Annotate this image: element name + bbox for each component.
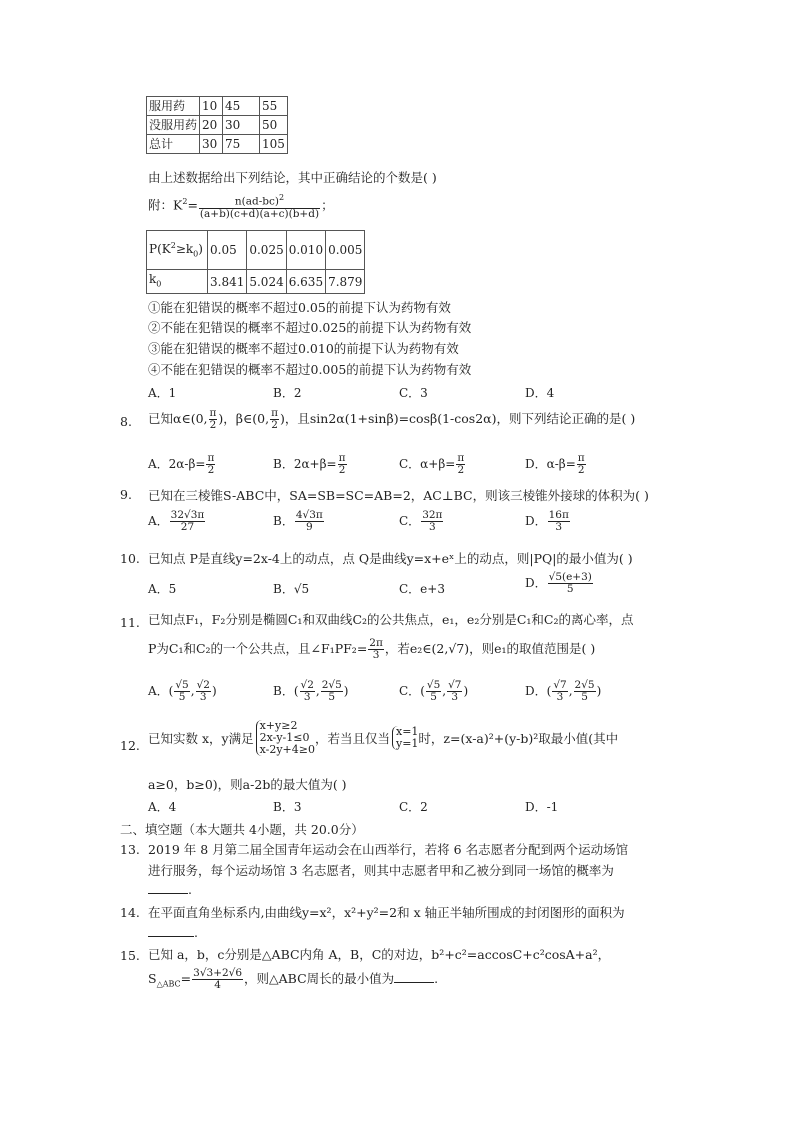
- q7-option-d[interactable]: D．4: [525, 386, 555, 400]
- q12-option-a[interactable]: A．4: [148, 800, 177, 814]
- q11-option-d[interactable]: D．( $\frac{√7}{3}$ , $\frac{2√5}{5}$ ): [525, 679, 602, 703]
- data-table: [146, 96, 288, 154]
- q12-option-b[interactable]: B．3: [273, 800, 302, 814]
- q11-option-b[interactable]: B．( $\frac{√2}{3}$ , $\frac{2√5}{5}$ ): [273, 679, 349, 703]
- table-cell: 服用药: [147, 97, 200, 116]
- q15-answer-blank[interactable]: [394, 970, 434, 983]
- q9-option-d[interactable]: D． $\frac{16\pi}{3}$: [525, 509, 569, 533]
- q9-number: 9.: [120, 487, 132, 502]
- q9-option-b[interactable]: B． $\frac{4√3\pi}{9}$: [273, 509, 323, 533]
- q7-stem: 由上述数据给出下列结论，其中正确结论的个数是( ): [148, 170, 437, 185]
- q15-line2: $S_{\triangle ABC}=$ $\frac{3√3+2√6}{4}$ ，则△ABC周长的最小值为 .: [148, 967, 439, 991]
- q7-conclusion-1: ①能在犯错误的概率不超过0.05的前提下认为药物有效: [148, 300, 451, 315]
- q7-option-c[interactable]: C．3: [399, 386, 428, 400]
- table-cell: 没服用药: [147, 116, 200, 135]
- q12-line2: a≥0，b≥0)，则a-2b的最大值为( ): [148, 777, 347, 792]
- table-cell: 50: [260, 116, 288, 135]
- q7-option-a[interactable]: A．1: [148, 386, 177, 400]
- q8-option-d[interactable]: D．α-β= $\frac{\pi}{2}$: [525, 452, 585, 476]
- q14-line1: 在平面直角坐标系内,由曲线y=x²，x²+y²=2和 x 轴正半轴所围成的封闭图形的面积为: [148, 905, 625, 920]
- table-cell: 10: [200, 97, 223, 116]
- q8-option-b[interactable]: B．2α+β= $\frac{\pi}{2}$: [273, 452, 346, 476]
- q9-option-a[interactable]: A． $\frac{32√3\pi}{27}$: [148, 509, 205, 533]
- q10-option-d[interactable]: D． $\frac{√5(e+3)}{5}$: [525, 571, 592, 595]
- q13-answer-blank[interactable]: .: [148, 881, 192, 897]
- q9-stem: 已知在三棱锥S-ABC中，SA=SB=SC=AB=2，AC⊥BC，则该三棱锥外接球的体积为( ): [148, 488, 649, 503]
- q13-line1: 2019 年 8 月第二届全国青年运动会在山西举行，若将 6 名志愿者分配到两个运动场馆: [148, 842, 629, 857]
- q14-number: 14.: [120, 905, 140, 920]
- table-cell: 30: [223, 116, 260, 135]
- table-row: [147, 135, 288, 154]
- table-cell: 45: [223, 97, 260, 116]
- q7-conclusion-2: ②不能在犯错误的概率不超过0.025的前提下认为药物有效: [148, 320, 472, 335]
- q10-stem: 已知点 P是直线y=2x-4上的动点，点 Q是曲线y=x+eˣ上的动点，则|PQ|的最小值为( ): [148, 551, 633, 566]
- q11-line2: P为C₁和C₂的一个公共点，且∠F₁PF₂= $\frac{2\pi}{3}$ ，若e₂∈(2,√7)，则e₁的取值范围是( ): [148, 637, 596, 661]
- q11-line1: 已知点F₁，F₂分别是椭圆C₁和双曲线C₂的公共焦点，e₁，e₂分别是C₁和C₂的离心率，点: [148, 612, 634, 627]
- q10-option-b[interactable]: B．√5: [273, 582, 310, 596]
- q10-option-a[interactable]: A．5: [148, 582, 177, 596]
- q9-option-c[interactable]: C． $\frac{32\pi}{3}$: [399, 509, 443, 533]
- table-cell: 20: [200, 116, 223, 135]
- q8-option-a[interactable]: A．2α-β= $\frac{\pi}{2}$: [148, 452, 215, 476]
- table-cell: 75: [223, 135, 260, 154]
- q11-number: 11.: [120, 615, 140, 630]
- q8-number: 8.: [120, 414, 132, 429]
- q8-option-c[interactable]: C．α+β= $\frac{\pi}{2}$: [399, 452, 465, 476]
- q10-option-c[interactable]: C．e+3: [399, 582, 445, 596]
- table-cell: 30: [200, 135, 223, 154]
- table-cell: 105: [260, 135, 288, 154]
- q7-formula: 附：$K^2=$ $\frac{n(ad-bc)^2}{(a+b)(c+d)(a+c)(b+d)}$ ；: [148, 193, 334, 220]
- q14-answer-blank[interactable]: .: [148, 924, 198, 940]
- q11-option-c[interactable]: C．( $\frac{√5}{5}$ , $\frac{√7}{3}$ ): [399, 679, 469, 703]
- q7-conclusion-4: ④不能在犯错误的概率不超过0.005的前提下认为药物有效: [148, 362, 472, 377]
- section-heading: 二、填空题（本大题共 4小题，共 20.0分）: [120, 822, 364, 837]
- q8-stem: 已知α∈(0, $\frac{\pi}{2}$ )，β∈(0, $\frac{\pi}{2}$ )，且sin2α(1+sinβ)=cosβ(1-cos2α)，则下列结论正确的是( ): [148, 407, 636, 431]
- q12-line1: 已知实数 x，y满足 x+y≥2 2x-y-1≤0 x-2y+4≥0 ，若当且仅当 x=1 y=1 时，z=(x-a)²+(y-b)²取最小值(其中: [148, 719, 619, 756]
- table-cell: 总计: [147, 135, 200, 154]
- q15-line1: 已知 a，b，c分别是△ABC内角 A，B，C的对边，b²+c²=accosC+c²cosA+a²，: [148, 947, 611, 962]
- q12-constraint-system: x+y≥2 2x-y-1≤0 x-2y+4≥0: [256, 720, 315, 756]
- q12-number: 12.: [120, 738, 140, 753]
- table-row: [147, 97, 288, 116]
- q12-condition: x=1 y=1: [392, 726, 418, 750]
- q12-option-c[interactable]: C．2: [399, 800, 428, 814]
- q7-option-b[interactable]: B．2: [273, 386, 302, 400]
- q13-line2: 进行服务，每个运动场馆 3 名志愿者，则其中志愿者甲和乙被分到同一场馆的概率为: [148, 863, 614, 878]
- q7-conclusion-3: ③能在犯错误的概率不超过0.010的前提下认为药物有效: [148, 341, 459, 356]
- critical-value-table: $P(K^2\ge k_0)$ 0.05 0.025 0.010 0.005 $k_0$ 3.841 5.024 6.635 7.879: [146, 230, 365, 294]
- q13-number: 13.: [120, 842, 140, 857]
- table-cell: 55: [260, 97, 288, 116]
- table-row: [147, 116, 288, 135]
- q11-option-a[interactable]: A．( $\frac{√5}{5}$ , $\frac{√2}{3}$ ): [148, 679, 217, 703]
- q12-option-d[interactable]: D．-1: [525, 800, 559, 814]
- q15-number: 15.: [120, 948, 140, 963]
- q10-number: 10.: [120, 551, 140, 566]
